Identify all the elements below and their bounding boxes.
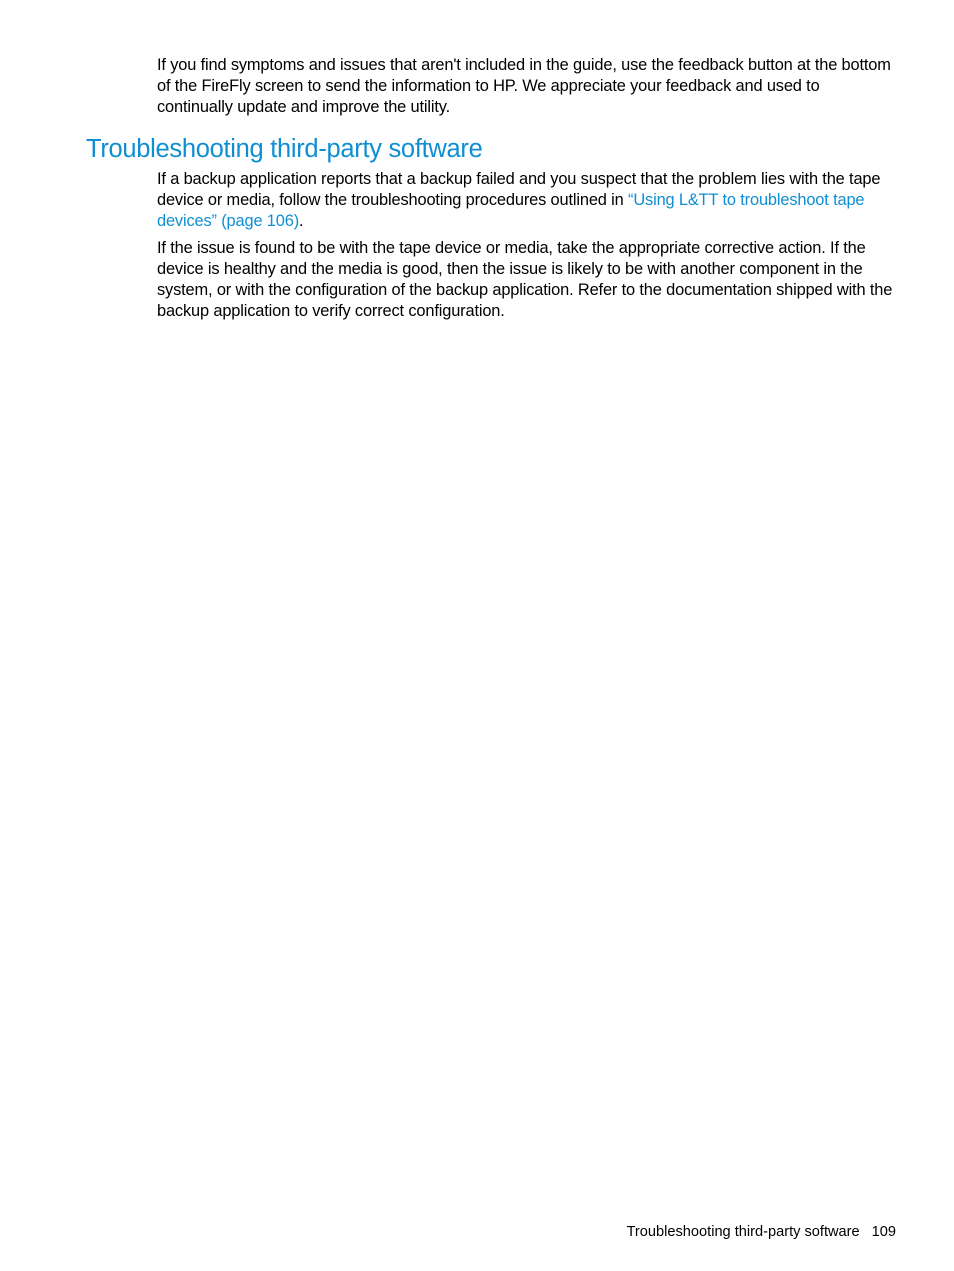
paragraph-text-after-link: . (299, 212, 304, 230)
paragraph-backup-failure (157, 169, 899, 232)
page-footer (627, 1222, 896, 1242)
section-heading: Troubleshooting third-party software (86, 135, 483, 163)
paragraph-text-before-link: If a backup application reports that a backup failed and you suspect that the problem lies with the tape device or media, follow the troubleshooting procedures outlined in (157, 170, 881, 209)
intro-paragraph: If you find symptoms and issues that aren't included in the guide, use the feedback button at the bottom of the FireFly screen to send the information to HP. We appreciate your feedback and used to continually update and improve the utility. (157, 56, 891, 116)
paragraph-corrective-action: If the issue is found to be with the tape device or media, take the appropriate corrective action. If the device is healthy and the media is good, then the issue is likely to be with another component in the system, or with the configuration of the backup application. Refer to the documentation shipped with the backup application to verify correct configuration. (157, 239, 893, 320)
footer-section-title: Troubleshooting third-party software (626, 1224, 860, 1240)
cross-reference-link[interactable]: “Using L&TT to troubleshoot tape devices” (page 106) (157, 191, 865, 230)
page-number: 109 (871, 1224, 896, 1240)
